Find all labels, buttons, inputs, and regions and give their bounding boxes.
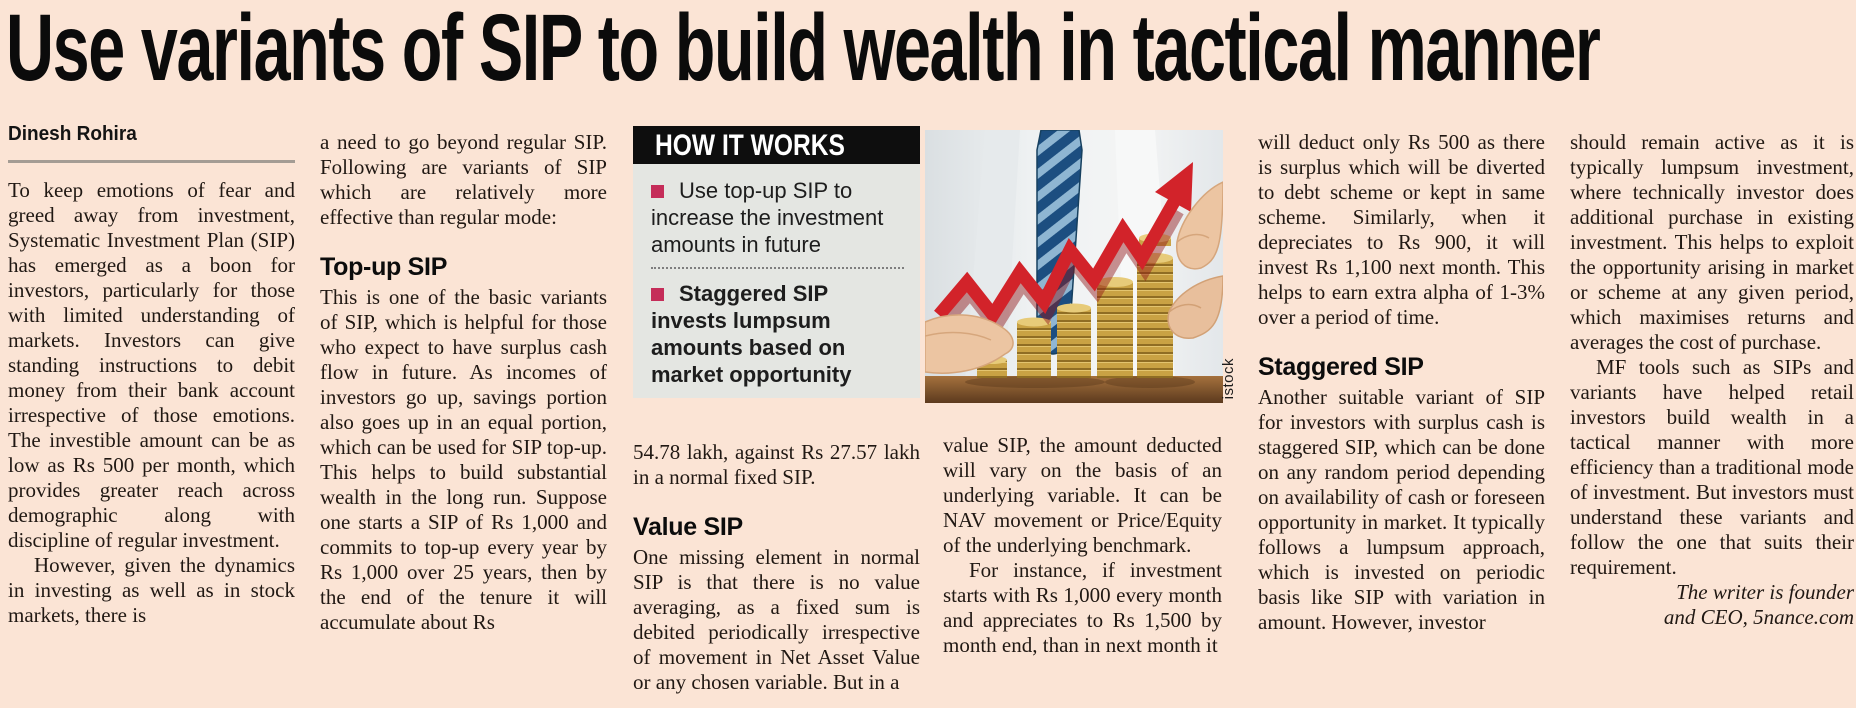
how-it-works-title: HOW IT WORKS	[655, 128, 845, 162]
byline-rule	[8, 160, 295, 163]
body-paragraph: One missing element in normal SIP is that there is no value averaging, as a fixed sum is debited periodically irrespective of movement in Net Asset Value or any chosen variable. But in a	[633, 545, 920, 694]
column-2	[320, 130, 607, 635]
bullet-item	[651, 177, 904, 258]
body-paragraph: To keep emotions of fear and greed away from investment, Systematic Investment Plan (SIP) has emerged as a boon for investors, particularly for those with limited understanding of markets. Investors can give standing instructions to debit money from their bank account irrespective of those emotions. The investible amount can be as low as Rs 500 per month, which provides greater reach across demographic along with discipline of regular investment.	[8, 178, 295, 552]
body-paragraph: should remain active as it is typically lumpsum investment, where technically investor does additional purchase in existing investment. This helps to exploit the opportunity arising in market or scheme at any given period, which maximises returns and averages the cost of purchase.	[1570, 130, 1854, 354]
body-paragraph: a need to go beyond regular SIP. Following are variants of SIP which are relatively more effective than regular mode:	[320, 130, 607, 229]
bullet-square-icon	[651, 288, 664, 301]
body-paragraph: For instance, if investment starts with Rs 1,000 every month and appreciates to Rs 1,500 by month end, than in next month it	[943, 558, 1222, 657]
column-5	[1258, 130, 1545, 635]
body-paragraph: value SIP, the amount deducted will vary on the basis of an underlying variable. It can be NAV movement or Price/Equity of the underlying benchmark.	[943, 433, 1222, 557]
dotted-divider	[651, 267, 904, 269]
headline: Use variants of SIP to build wealth in tactical manner	[6, 0, 1600, 101]
column-4	[925, 130, 1237, 658]
author-signoff: The writer is founder	[1676, 580, 1854, 604]
byline: Dinesh Rohira	[8, 123, 137, 145]
bullet-text: Staggered SIP invests lumpsum amounts based on market opportunity	[651, 281, 852, 387]
bullet-square-icon	[651, 185, 664, 198]
section-heading-value-sip: Value SIP	[633, 513, 743, 541]
how-it-works-header	[633, 126, 920, 164]
stock-photo	[925, 130, 1237, 403]
column-3	[633, 126, 920, 695]
body-paragraph: However, given the dynamics in investing as well as in stock markets, there is	[8, 553, 295, 627]
body-paragraph: Another suitable variant of SIP for investors with surplus cash is staggered SIP, which can be done on any random period depending on availability of cash or foreseen opportunity in market. It typically follows a lumpsum approach, which is invested on periodic basis like SIP with variation in amount. However, investor	[1258, 385, 1545, 634]
column-1	[8, 122, 295, 628]
body-paragraph: MF tools such as SIPs and variants have helped retail investors build wealth in a tactical manner with more efficiency than a traditional mode of investment. But investors must understand these variants and follow the one that suits their requirement.	[1570, 355, 1854, 579]
body-paragraph: will deduct only Rs 500 as there is surplus which will be diverted to debt scheme or kept in same scheme. Similarly, when it depreciates to Rs 900, it will invest Rs 1,100 next month. This helps to earn extra alpha of 1-3% over a period of time.	[1258, 130, 1545, 329]
body-paragraph: This is one of the basic variants of SIP, which is helpful for those who expect to have surplus cash flow in future. As incomes of investors go up, savings portion also goes up in an equal portion, which can be used for SIP top-up. This helps to build substantial wealth in the long run. Suppose one starts a SIP of Rs 1,000 and commits to top-up every year by Rs 1,000 over 25 years, then by the end of the tenure it will accumulate about Rs	[320, 285, 607, 634]
section-heading-top-up-sip: Top-up SIP	[320, 253, 448, 281]
how-it-works-body	[633, 164, 920, 398]
column-6	[1570, 130, 1854, 630]
photo-credit: istock	[1220, 357, 1237, 399]
section-heading-staggered-sip: Staggered SIP	[1258, 353, 1424, 381]
coins-growth-illustration	[925, 130, 1223, 403]
bullet-text: Use top-up SIP to increase the investment amounts in future	[651, 178, 884, 257]
how-it-works-box	[633, 126, 920, 398]
body-paragraph: 54.78 lakh, against Rs 27.57 lakh in a normal fixed SIP.	[633, 440, 920, 489]
author-signoff: and CEO, 5nance.com	[1663, 605, 1854, 629]
bullet-item	[651, 280, 904, 388]
